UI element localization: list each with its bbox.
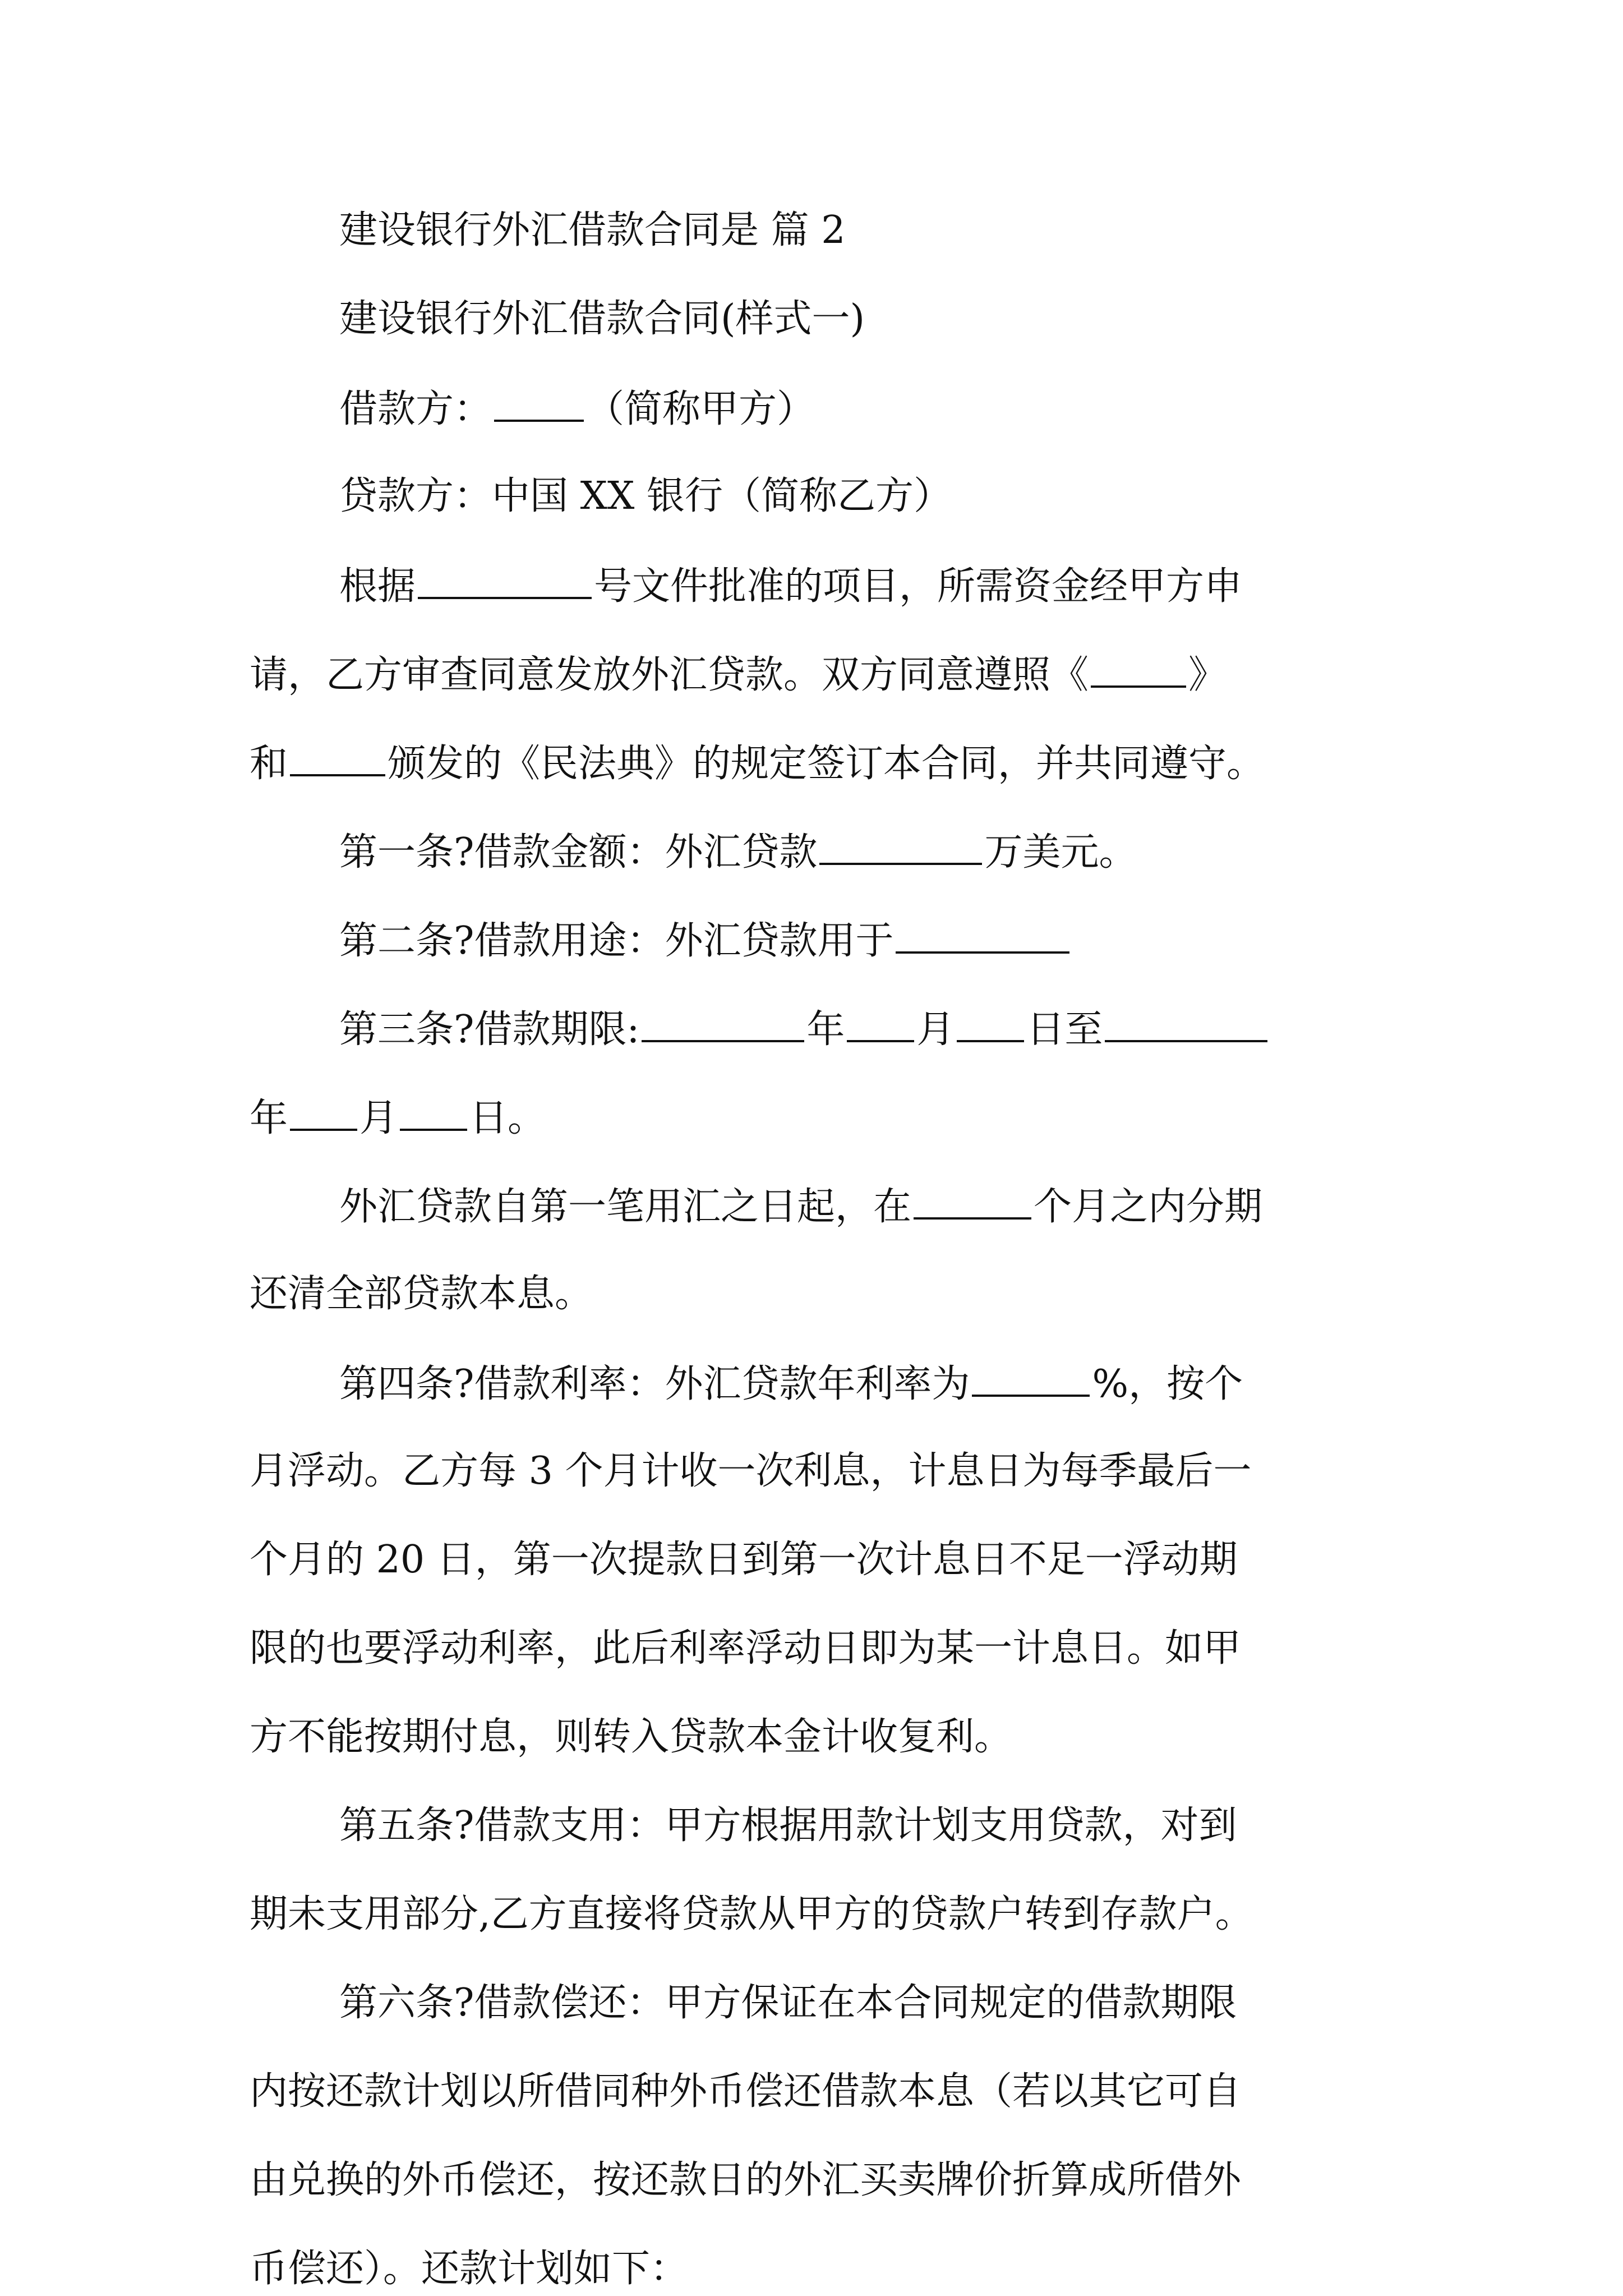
start-year-blank (642, 1005, 804, 1042)
document-subtitle (250, 296, 1380, 342)
intro-line2-prefix: 请，乙方审查同意发放外汇贷款。双方同意遵照《 (250, 653, 1089, 697)
end-day-blank (400, 1094, 467, 1131)
article4-line2: 月浮动。乙方每 3 个月计收一次利息，计息日为每季最后一 (250, 1449, 1252, 1493)
repay-period-line-1 (250, 1182, 1380, 1230)
article-4-line-5 (250, 1714, 1380, 1760)
article-6-line-3 (250, 2157, 1380, 2203)
article-3-cont (250, 1094, 1380, 1142)
subtitle-text: 建设银行外汇借款合同(样式一) (339, 297, 865, 341)
article-4-line-2 (250, 1448, 1380, 1494)
intro-line2-suffix: 》 (1188, 653, 1227, 697)
months-blank (914, 1182, 1031, 1220)
article-4-line-1 (250, 1360, 1380, 1407)
article4-line4: 限的也要浮动利率，此后利率浮动日即为某一计息日。如甲 (250, 1626, 1242, 1671)
borrower-line (250, 385, 1380, 432)
end-year-blank (1105, 1005, 1267, 1042)
intro-line3-suffix: 颁发的《民法典》的规定签订本合同，并共同遵守。 (388, 742, 1265, 786)
intro-line-1 (250, 562, 1380, 610)
article4-suffix: %，按个 (1092, 1362, 1243, 1406)
loan-amount-blank (819, 828, 982, 865)
article-5-line-1 (250, 1803, 1380, 1849)
document-heading (250, 208, 1380, 254)
intro-line-3 (250, 739, 1380, 787)
start-day-blank (957, 1005, 1024, 1042)
article-5-line-2 (250, 1892, 1380, 1938)
issuer-blank (290, 739, 385, 776)
article1-prefix: 第一条?借款金额：外汇贷款 (339, 830, 818, 875)
intro-line3-prefix: 和 (250, 742, 288, 786)
intro-prefix: 根据 (339, 564, 416, 609)
intro-line-2 (250, 651, 1380, 698)
end-day-label: 日。 (469, 1096, 546, 1140)
article4-line5: 方不能按期付息，则转入贷款本金计收复利。 (250, 1715, 1013, 1759)
repay-period-line2: 还清全部贷款本息。 (250, 1272, 593, 1316)
article5-line1: 第五条?借款支用：甲方根据用款计划支用贷款，对到 (339, 1803, 1237, 1848)
month-label: 月 (916, 1007, 955, 1052)
repay-period-line-2 (250, 1271, 1380, 1317)
intro-suffix: 号文件批准的项目，所需资金经甲方申 (594, 564, 1243, 609)
article-6-line-1 (250, 1980, 1380, 2026)
article-1 (250, 828, 1380, 876)
end-month-label: 月 (359, 1096, 398, 1140)
article-2 (250, 917, 1380, 964)
heading-text: 建设银行外汇借款合同是 篇 2 (339, 208, 846, 252)
article1-suffix: 万美元。 (984, 830, 1137, 875)
repay-period-suffix: 个月之内分期 (1034, 1185, 1263, 1229)
article-4-line-4 (250, 1626, 1380, 1672)
article4-prefix: 第四条?借款利率：外汇贷款年利率为 (339, 1362, 970, 1406)
end-month-blank (290, 1094, 357, 1131)
article3-prefix: 第三条?借款期限: (339, 1007, 640, 1052)
lender-text: 贷款方：中国 XX 银行（简称乙方） (339, 474, 952, 518)
article-6-line-2 (250, 2069, 1380, 2115)
article-4-line-3 (250, 1537, 1380, 1583)
document-number-blank (418, 562, 592, 599)
lender-line (250, 473, 1380, 519)
article-6-line-4 (250, 2246, 1380, 2292)
article5-line2: 期未支用部分,乙方直接将贷款从甲方的贷款户转到存款户。 (250, 1892, 1253, 1936)
start-month-blank (847, 1005, 914, 1042)
end-year-label: 年 (250, 1096, 288, 1140)
article4-line3: 个月的 20 日，第一次提款日到第一次计息日不足一浮动期 (250, 1538, 1238, 1582)
borrower-blank (494, 385, 584, 422)
interest-rate-blank (972, 1360, 1090, 1397)
law-name-blank (1091, 651, 1186, 688)
year-label: 年 (806, 1007, 845, 1052)
article-3 (250, 1005, 1380, 1053)
borrower-label: 借款方： (339, 387, 492, 431)
repay-period-prefix: 外汇贷款自第一笔用汇之日起，在 (339, 1185, 912, 1229)
article6-line2: 内按还款计划以所借同种外币偿还借款本息（若以其它可自 (250, 2069, 1242, 2114)
article6-line1: 第六条?借款偿还：甲方保证在本合同规定的借款期限 (339, 1981, 1237, 2025)
day-to-label: 日至 (1026, 1007, 1103, 1052)
loan-purpose-blank (896, 917, 1069, 954)
article6-line4: 币偿还）。还款计划如下： (250, 2247, 689, 2291)
article6-line3: 由兑换的外币偿还，按还款日的外汇买卖牌价折算成所借外 (250, 2158, 1242, 2202)
borrower-suffix: （简称甲方） (586, 387, 815, 431)
article2-prefix: 第二条?借款用途：外汇贷款用于 (339, 919, 894, 963)
